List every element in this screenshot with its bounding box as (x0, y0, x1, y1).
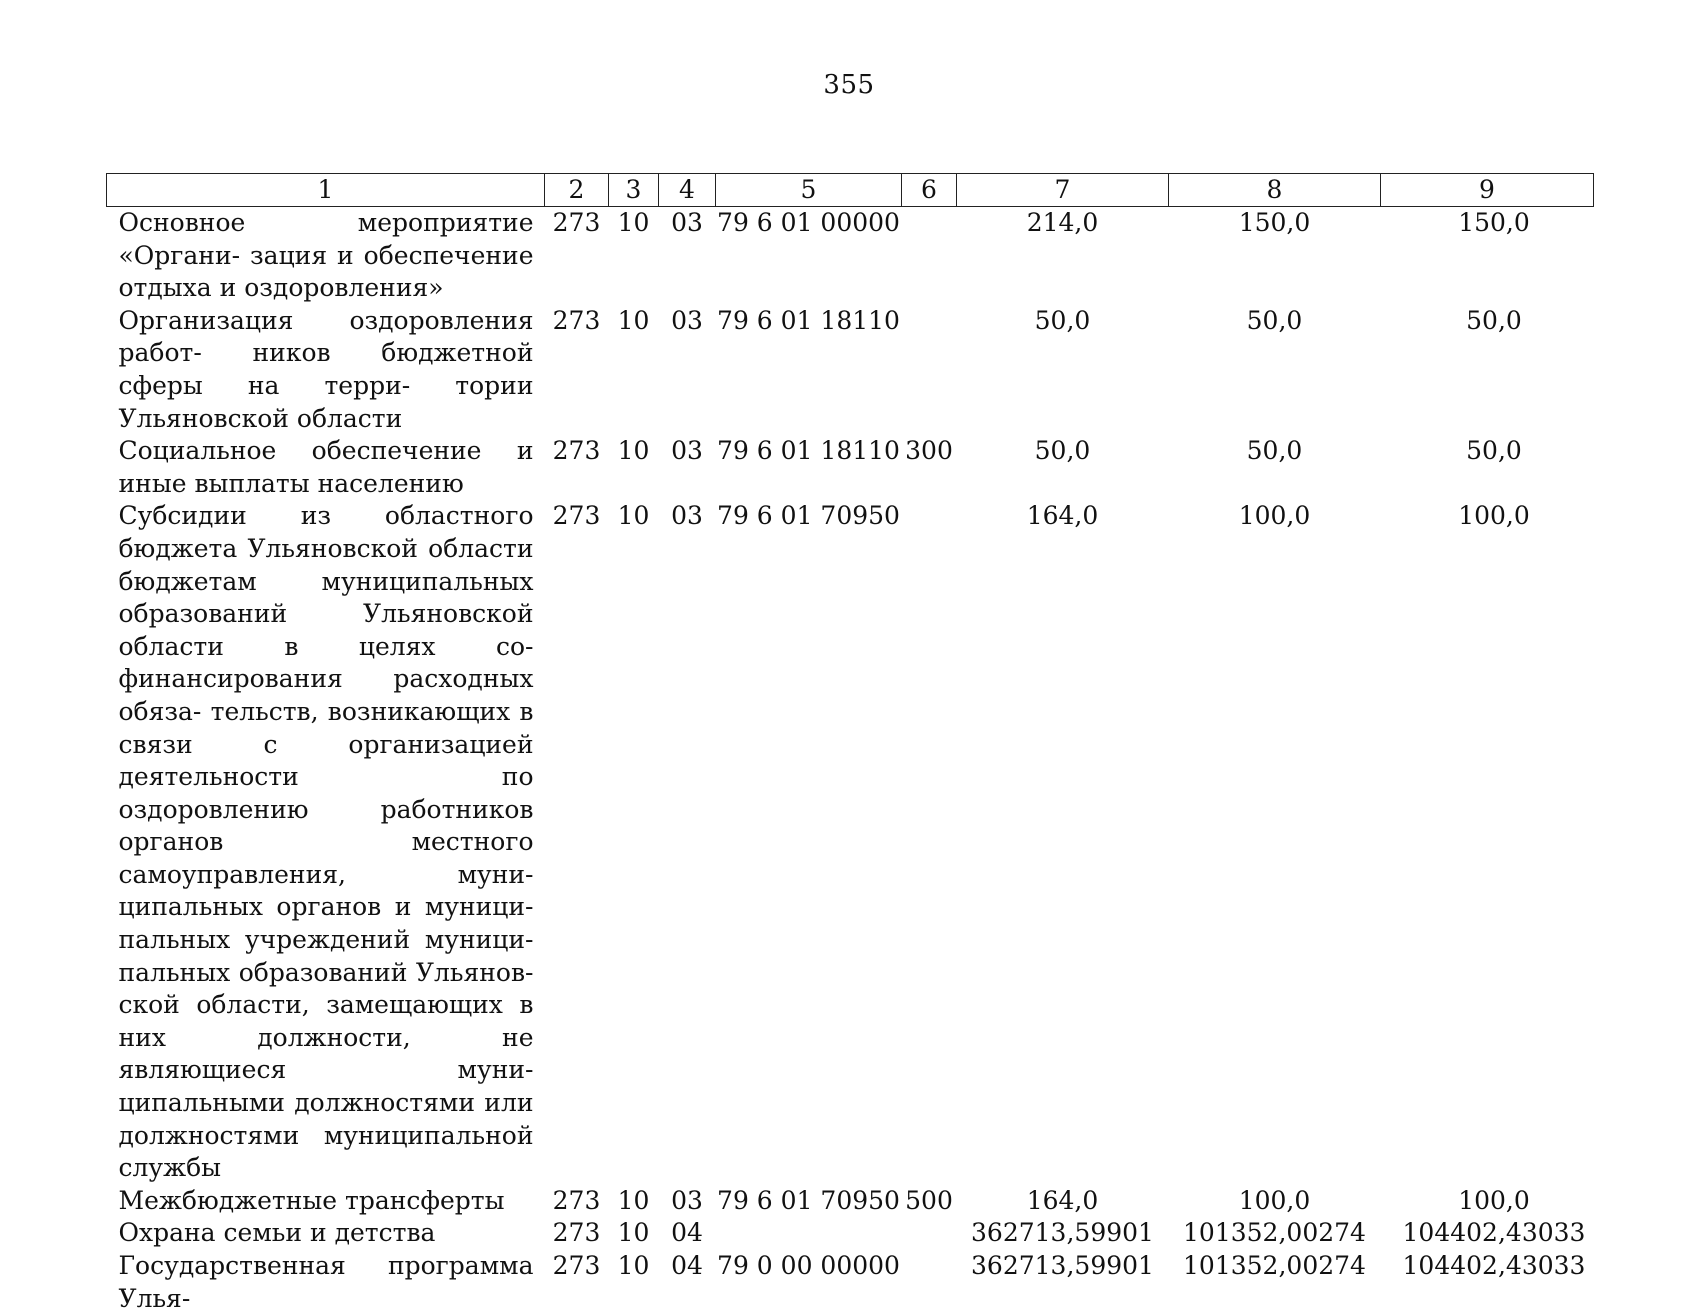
name-line: оздоровлению работников органов (119, 795, 534, 857)
header-row (107, 174, 1594, 207)
cell-col5 (716, 1217, 902, 1250)
name-line: службы (119, 1153, 222, 1182)
cell-col8: 101352,00274 (1169, 1250, 1381, 1315)
cell-col5: 79 6 01 70950 (716, 500, 902, 1184)
cell-col3: 10 (609, 500, 659, 1184)
cell-col9: 104402,43033 (1381, 1217, 1594, 1250)
cell-col4: 03 (659, 500, 716, 1184)
cell-col3: 10 (609, 305, 659, 435)
name-line: должности, не являющиеся муни- (119, 1023, 534, 1085)
name-line: оздоровления» (244, 273, 443, 302)
name-line: ников бюджетной сферы на терри- (119, 338, 534, 400)
cell-col9: 50,0 (1381, 435, 1594, 500)
table-row (107, 500, 1594, 1184)
cell-name (107, 1250, 545, 1315)
name-line: пальных учреждений муници- (119, 925, 534, 954)
cell-col9: 100,0 (1381, 500, 1594, 1184)
cell-col3: 10 (609, 1185, 659, 1218)
cell-col3: 10 (609, 435, 659, 500)
header-cell-1: 1 (107, 174, 545, 207)
table-row (107, 1217, 1594, 1250)
cell-name (107, 207, 545, 305)
name-line: пальных образований Ульянов- (119, 958, 534, 987)
cell-col8: 101352,00274 (1169, 1217, 1381, 1250)
name-line: зация и обеспечение отдыха и (119, 241, 534, 303)
cell-col6 (902, 305, 957, 435)
cell-col2: 273 (545, 1185, 609, 1218)
name-line: финансирования расходных обяза- (119, 664, 534, 726)
name-line: должностями муниципальной (119, 1121, 534, 1150)
name-line: тории Ульяновской области (119, 371, 534, 433)
cell-col9: 100,0 (1381, 1185, 1594, 1218)
cell-col7: 362713,59901 (957, 1250, 1169, 1315)
cell-col5: 79 6 01 18110 (716, 305, 902, 435)
table-header (107, 174, 1594, 207)
cell-col8: 50,0 (1169, 305, 1381, 435)
cell-col3: 10 (609, 1217, 659, 1250)
cell-col7: 214,0 (957, 207, 1169, 305)
cell-col9: 50,0 (1381, 305, 1594, 435)
cell-col4: 03 (659, 435, 716, 500)
cell-col5: 79 6 01 70950 (716, 1185, 902, 1218)
cell-name (107, 1185, 545, 1218)
cell-col2: 273 (545, 435, 609, 500)
name-line: Ульяновской области бюджетам (119, 534, 534, 596)
cell-col6 (902, 1250, 957, 1315)
cell-col9: 104402,43033 (1381, 1250, 1594, 1315)
header-cell-2: 2 (545, 174, 609, 207)
cell-col7: 50,0 (957, 305, 1169, 435)
cell-col8: 50,0 (1169, 435, 1381, 500)
cell-col2: 273 (545, 305, 609, 435)
name-line: Охрана семьи и детства (119, 1218, 436, 1247)
cell-col2: 273 (545, 1217, 609, 1250)
cell-col7: 164,0 (957, 1185, 1169, 1218)
name-line: ципальными должностями или (119, 1088, 534, 1117)
cell-col4: 03 (659, 1185, 716, 1218)
header-cell-6: 6 (902, 174, 957, 207)
cell-col7: 50,0 (957, 435, 1169, 500)
header-cell-8: 8 (1169, 174, 1381, 207)
name-line: выплаты населению (194, 469, 463, 498)
name-line: Основное мероприятие «Органи- (119, 208, 534, 270)
cell-col8: 150,0 (1169, 207, 1381, 305)
cell-col4: 03 (659, 305, 716, 435)
name-line: ской области, замещающих в них (119, 990, 534, 1052)
name-line: Ульяновской области в целях со- (119, 599, 534, 661)
header-cell-9: 9 (1381, 174, 1594, 207)
table-row (107, 1250, 1594, 1315)
table-row (107, 207, 1594, 305)
table-body (107, 207, 1594, 1315)
cell-col8: 100,0 (1169, 1185, 1381, 1218)
header-cell-4: 4 (659, 174, 716, 207)
cell-col7: 164,0 (957, 500, 1169, 1184)
cell-col6 (902, 1217, 957, 1250)
budget-table (106, 173, 1594, 1315)
table-row (107, 305, 1594, 435)
cell-col4: 04 (659, 1250, 716, 1315)
name-line: Государственная программа Улья- (119, 1251, 534, 1313)
cell-col7: 362713,59901 (957, 1217, 1169, 1250)
name-line: организацией деятельности по (119, 730, 534, 792)
cell-col4: 04 (659, 1217, 716, 1250)
header-cell-3: 3 (609, 174, 659, 207)
cell-col4: 03 (659, 207, 716, 305)
name-line: местного самоуправления, муни- (119, 827, 534, 889)
name-line: Межбюджетные трансферты (119, 1186, 505, 1215)
cell-col3: 10 (609, 1250, 659, 1315)
table-row (107, 435, 1594, 500)
cell-name (107, 305, 545, 435)
cell-col8: 100,0 (1169, 500, 1381, 1184)
name-line: Субсидии из областного бюджета (119, 501, 534, 563)
cell-col2: 273 (545, 207, 609, 305)
cell-col9: 150,0 (1381, 207, 1594, 305)
cell-col2: 273 (545, 1250, 609, 1315)
cell-col5: 79 6 01 18110 (716, 435, 902, 500)
cell-col3: 10 (609, 207, 659, 305)
cell-col6 (902, 207, 957, 305)
header-cell-7: 7 (957, 174, 1169, 207)
cell-name (107, 435, 545, 500)
name-line: ципальных органов и муници- (119, 892, 534, 921)
cell-name (107, 1217, 545, 1250)
cell-col6: 500 (902, 1185, 957, 1218)
header-cell-5: 5 (716, 174, 902, 207)
cell-col5: 79 6 01 00000 (716, 207, 902, 305)
cell-col5: 79 0 00 00000 (716, 1250, 902, 1315)
name-line: Организация оздоровления работ- (119, 306, 534, 368)
page-number: 355 (0, 70, 1698, 100)
name-line: тельств, возникающих в связи с (119, 697, 534, 759)
name-line: муниципальных образований (119, 567, 534, 629)
name-line: Социальное обеспечение и иные (119, 436, 534, 498)
table-row (107, 1185, 1594, 1218)
cell-name (107, 500, 545, 1184)
cell-col6: 300 (902, 435, 957, 500)
cell-col6 (902, 500, 957, 1184)
cell-col2: 273 (545, 500, 609, 1184)
